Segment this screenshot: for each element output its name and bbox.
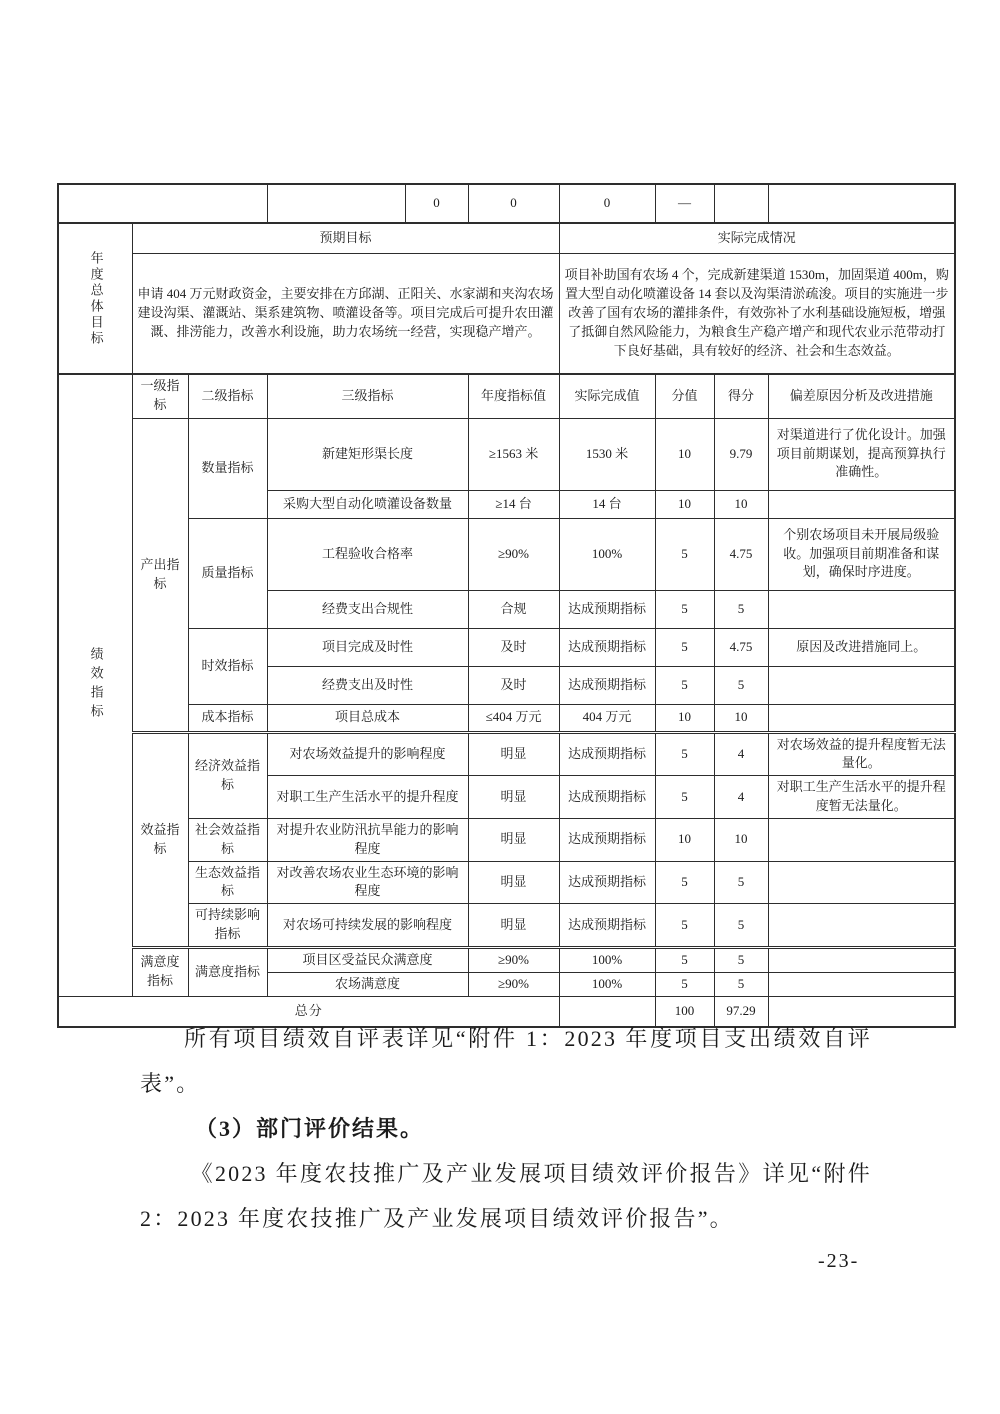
table-row-indicator [58,904,955,948]
level2-quantity: 数量指标 [188,418,267,518]
target-value: ≤404 万元 [468,704,559,732]
empty-cell [714,184,768,223]
score-max: 10 [655,418,714,490]
actual-value: 100% [559,972,655,996]
table-row-indicator [58,704,955,732]
remark [768,861,955,904]
remark [768,818,955,861]
other-funds-dash: — [655,184,714,223]
indicator-name: 对提升农业防汛抗旱能力的影响程度 [267,818,468,861]
target-value: 明显 [468,732,559,776]
target-value: ≥1563 米 [468,418,559,490]
table-row-indicator [58,818,955,861]
level1-benefit: 效益指标 [132,732,188,947]
annual-goal-row-label [58,223,132,374]
paragraph-department-evaluation: 《2023 年度农技推广及产业发展项目绩效评价报告》详见“附件 2：2023 年度农技推广及产业发展项目绩效评价报告”。 [140,1161,872,1231]
expected-goal-text: 申请 404 万元财政资金，主要安排在方邱湖、正阳关、水家湖和夹沟农场建设沟渠、灌溉站、渠系建筑物、喷灌设备等。项目完成后可提升农田灌溉、排涝能力，改善水利设施，助力农场统一经营，实现稳产增产。 [132,253,559,374]
target-value: ≥90% [468,947,559,972]
total-score-max: 100 [655,996,714,1027]
actual-value: 达成预期指标 [559,628,655,666]
target-value: 明显 [468,776,559,819]
actual-value: 达成预期指标 [559,590,655,628]
actual-value: 达成预期指标 [559,666,655,704]
indicator-name: 项目完成及时性 [267,628,468,666]
indicator-name: 采购大型自动化喷灌设备数量 [267,490,468,518]
score-max: 5 [655,590,714,628]
indicator-name: 项目总成本 [267,704,468,732]
remark: 对农场效益的提升程度暂无法量化。 [768,732,955,776]
level2-quality: 质量指标 [188,518,267,628]
score-max: 5 [655,904,714,948]
remark: 原因及改进措施同上。 [768,628,955,666]
score-max: 10 [655,704,714,732]
score: 4 [714,732,768,776]
score: 4.75 [714,628,768,666]
empty-cell [768,184,955,223]
remark [768,590,955,628]
score-max: 5 [655,732,714,776]
table-row-indicator-header [58,374,955,418]
header-level1: 一级指标 [132,374,188,418]
table-row-indicator [58,732,955,776]
target-value: 明显 [468,818,559,861]
target-value: 及时 [468,666,559,704]
score-max: 5 [655,947,714,972]
actual-value: 达成预期指标 [559,732,655,776]
score-max: 5 [655,972,714,996]
actual-value: 达成预期指标 [559,904,655,948]
remark: 对渠道进行了优化设计。加强项目前期谋划，提高预算执行准确性。 [768,418,955,490]
table-row-other-funds [58,184,955,223]
table-row-indicator [58,418,955,490]
remark [768,704,955,732]
score: 5 [714,972,768,996]
remark [768,947,955,972]
header-level2: 二级指标 [188,374,267,418]
body-text [140,1016,872,1241]
annual-goal-vertical-text: 年度总体目标 [88,250,104,347]
other-funds-value-1: 0 [405,184,468,223]
indicator-name: 农场满意度 [267,972,468,996]
score-max: 5 [655,666,714,704]
table-row-goal-content [58,253,955,374]
indicator-name: 项目区受益民众满意度 [267,947,468,972]
indicator-name: 对农场效益提升的影响程度 [267,732,468,776]
other-funds-value-3: 0 [559,184,655,223]
target-value: ≥90% [468,518,559,590]
actual-value: 404 万元 [559,704,655,732]
total-label: 总分 [58,996,559,1027]
header-score-max: 分值 [655,374,714,418]
level2-timeliness: 时效指标 [188,628,267,704]
score-max: 10 [655,818,714,861]
page-number: -23- [818,1250,860,1272]
indicator-name: 对职工生产生活水平的提升程度 [267,776,468,819]
actual-value: 1530 米 [559,418,655,490]
paragraph-self-evaluation: 所有项目绩效自评表详见“附件 1：2023 年度项目支出绩效自评表”。 [140,1026,872,1096]
actual-value: 达成预期指标 [559,818,655,861]
expected-goal-header: 预期目标 [132,223,559,253]
indicator-name: 对农场可持续发展的影响程度 [267,904,468,948]
actual-value: 100% [559,518,655,590]
actual-completion-text: 项目补助国有农场 4 个，完成新建渠道 1530m，加固渠道 400m，购置大型自动化喷灌设备 14 套以及沟渠清淤疏浚。项目的实施进一步改善了国有农场的灌排条件，有效弥补了水利基础设施短板，增强了抵御自然风险能力，为粮食生产稳产增产和现代农业示范带动打下良好基础，具有较好的经济、社会和生态效益。 [559,253,955,374]
actual-value: 100% [559,947,655,972]
score: 10 [714,490,768,518]
header-level3: 三级指标 [267,374,468,418]
header-actual: 实际完成值 [559,374,655,418]
indicator-name: 对改善农场农业生态环境的影响程度 [267,861,468,904]
score: 4 [714,776,768,819]
score: 5 [714,904,768,948]
header-target: 年度指标值 [468,374,559,418]
total-score: 97.29 [714,996,768,1027]
indicator-name: 经费支出及时性 [267,666,468,704]
score: 5 [714,590,768,628]
remark: 个别农场项目未开展局级验收。加强项目前期准备和谋划，确保时序进度。 [768,518,955,590]
target-value: 合规 [468,590,559,628]
empty-cell [58,184,267,223]
actual-completion-header: 实际完成情况 [559,223,955,253]
actual-value: 达成预期指标 [559,776,655,819]
score-max: 5 [655,861,714,904]
performance-indicators-row-label [58,374,132,996]
table-row-indicator [58,861,955,904]
level2-social-benefit: 社会效益指标 [188,818,267,861]
table-row-goal-header [58,223,955,253]
level2-sustainability: 可持续影响指标 [188,904,267,948]
target-value: ≥90% [468,972,559,996]
target-value: 及时 [468,628,559,666]
score: 5 [714,947,768,972]
score: 10 [714,818,768,861]
remark [768,972,955,996]
actual-value: 14 台 [559,490,655,518]
header-remark: 偏差原因分析及改进措施 [768,374,955,418]
score-max: 5 [655,518,714,590]
score-max: 10 [655,490,714,518]
score-max: 5 [655,628,714,666]
target-value: 明显 [468,904,559,948]
section-heading-department-evaluation: （3）部门评价结果。 [195,1116,425,1141]
target-value: ≥14 台 [468,490,559,518]
remark [768,490,955,518]
actual-value: 达成预期指标 [559,861,655,904]
other-funds-label [267,184,405,223]
score: 5 [714,861,768,904]
indicator-name: 经费支出合规性 [267,590,468,628]
level2-cost: 成本指标 [188,704,267,732]
score: 4.75 [714,518,768,590]
remark [768,904,955,948]
table-row-indicator [58,518,955,590]
score-max: 5 [655,776,714,819]
level1-satisfaction: 满意度指标 [132,947,188,996]
table-row-indicator [58,947,955,972]
level2-economic-benefit: 经济效益指标 [188,732,267,818]
performance-indicators-vertical-text: 绩效指标 [88,647,104,724]
score: 5 [714,666,768,704]
table-row-indicator [58,628,955,666]
indicator-name: 工程验收合格率 [267,518,468,590]
level1-output: 产出指标 [132,418,188,732]
indicator-name: 新建矩形渠长度 [267,418,468,490]
score: 9.79 [714,418,768,490]
target-value: 明显 [468,861,559,904]
level2-satisfaction: 满意度指标 [188,947,267,996]
remark [768,666,955,704]
score: 10 [714,704,768,732]
performance-evaluation-table [57,183,956,1028]
level2-ecological-benefit: 生态效益指标 [188,861,267,904]
header-score: 得分 [714,374,768,418]
other-funds-value-2: 0 [468,184,559,223]
remark: 对职工生产生活水平的提升程度暂无法量化。 [768,776,955,819]
